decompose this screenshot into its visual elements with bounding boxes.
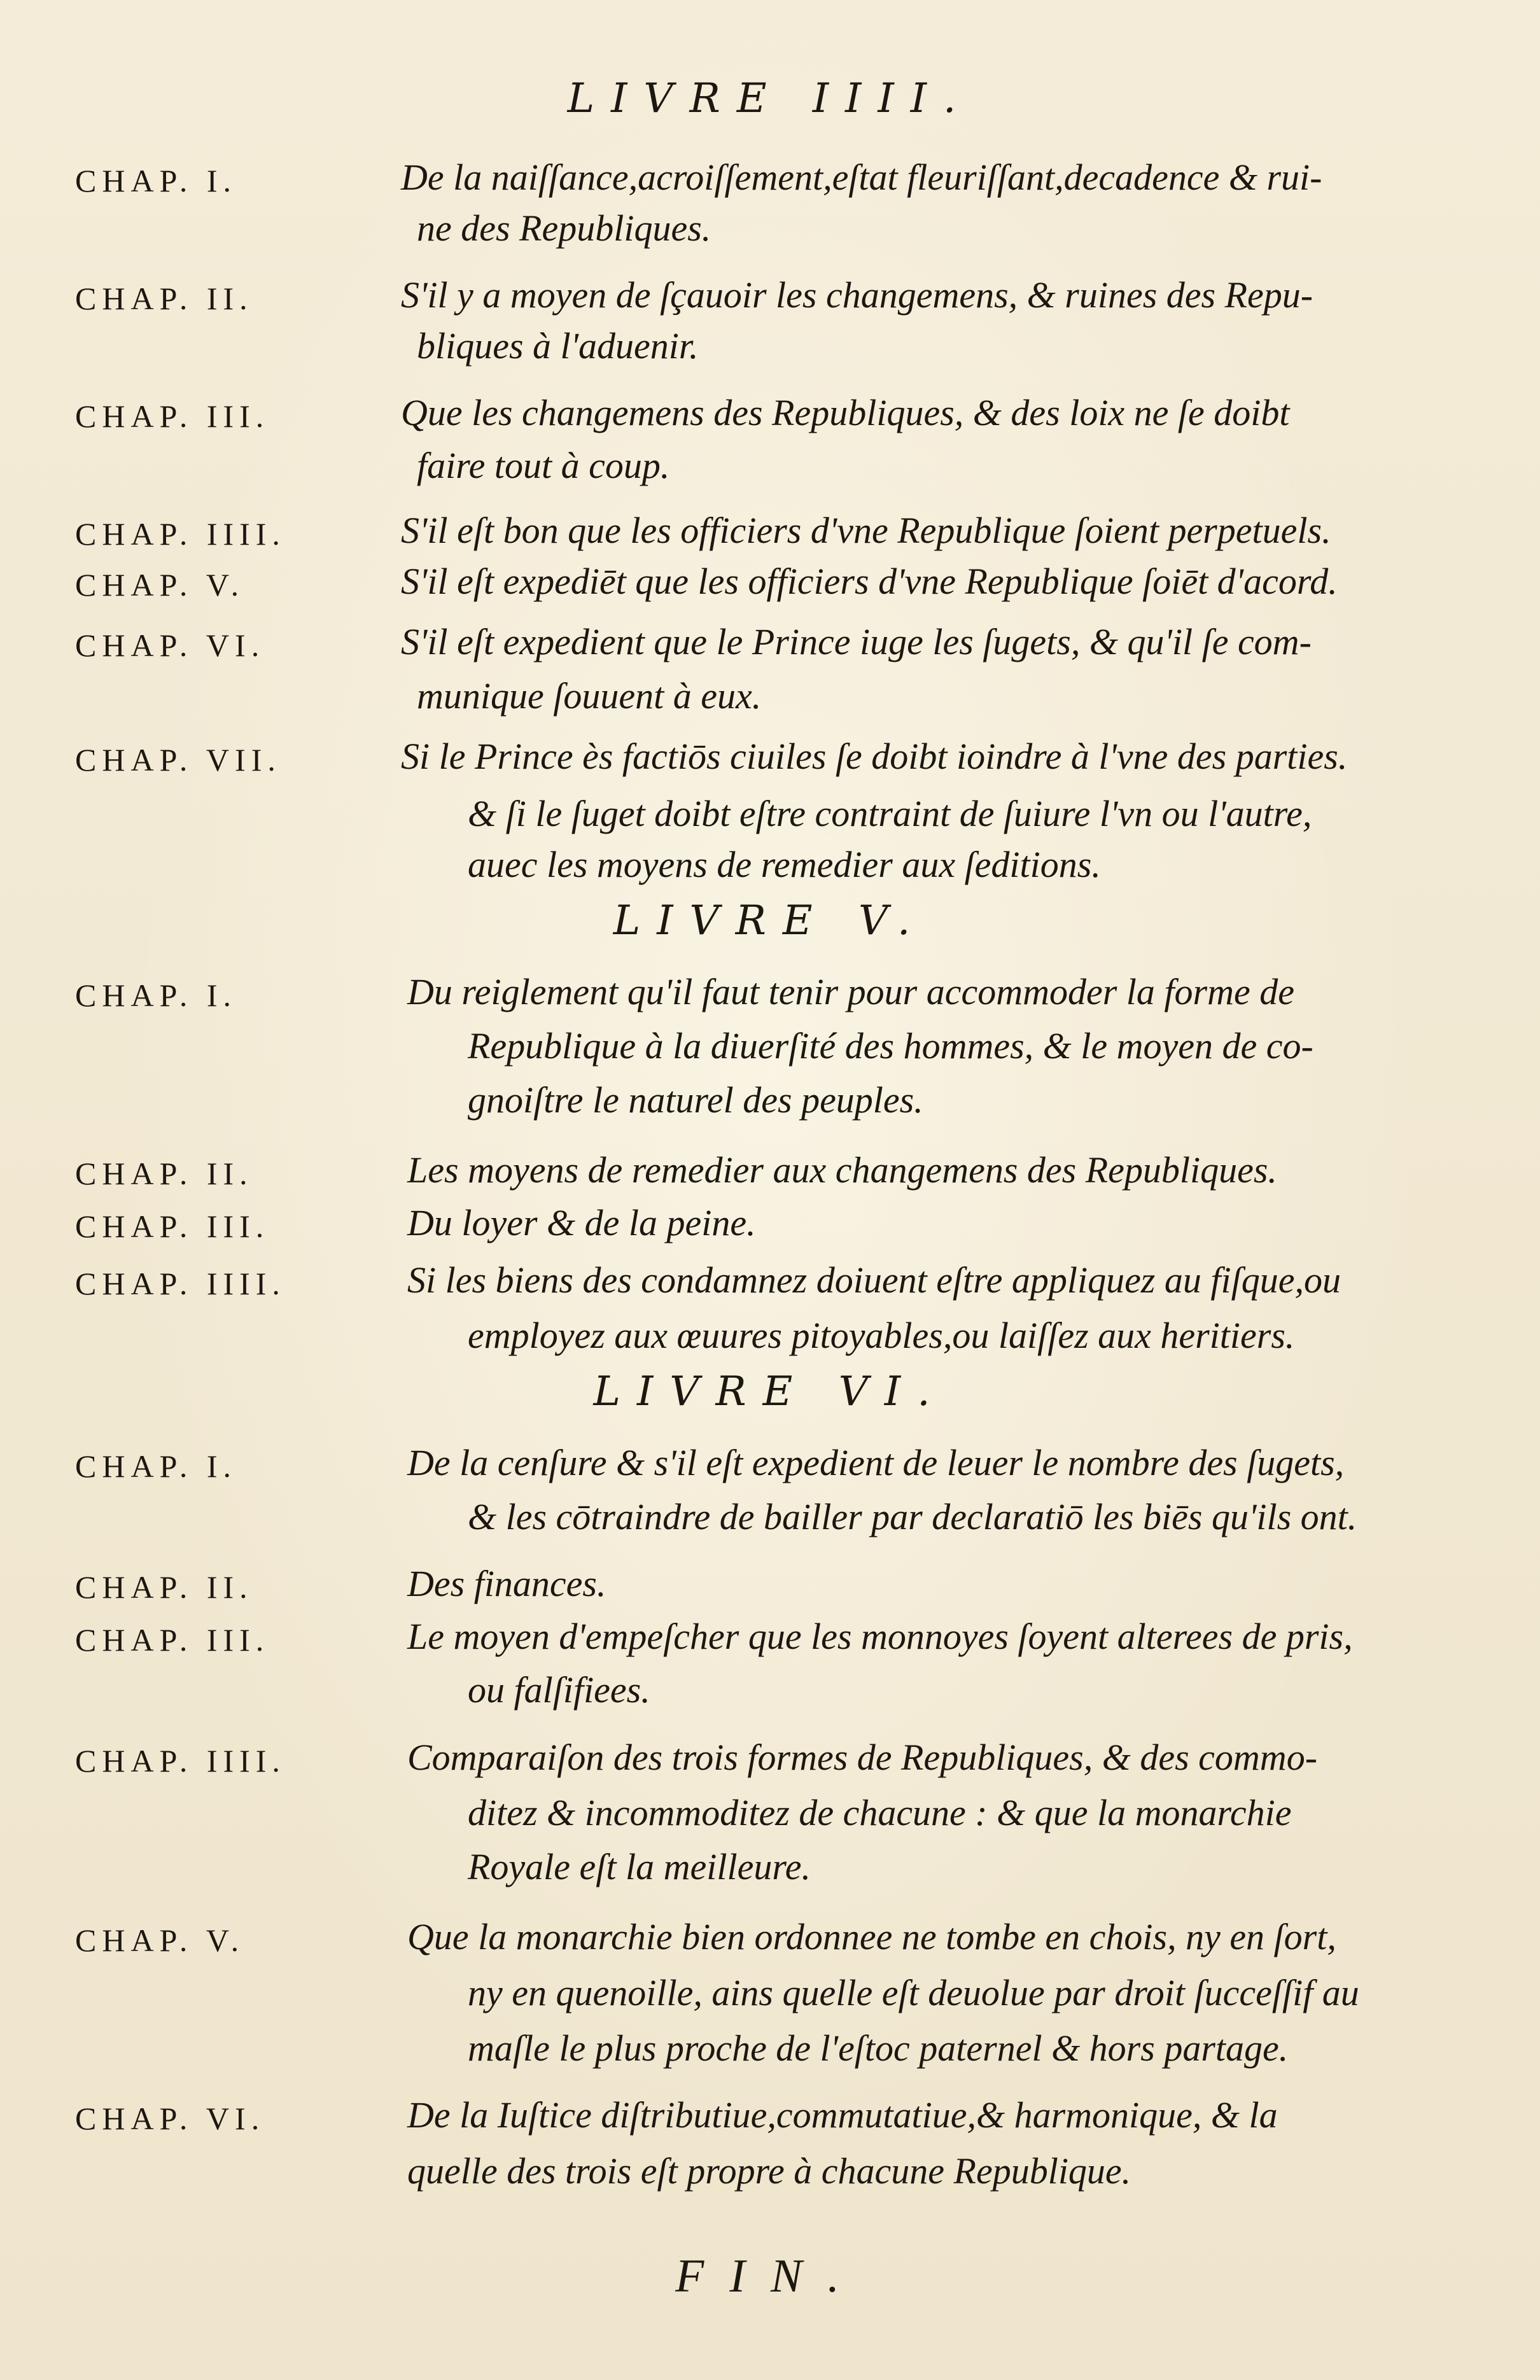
chapter-label: CHAP. VI. xyxy=(75,2101,265,2136)
livre-heading: LIVRE V. xyxy=(613,897,927,944)
chapter-title-line: S'il eſt expedient que le Prince iuge les ſugets, & qu'il ſe com- xyxy=(401,621,1312,662)
chapter-title-line: S'il eſt expediēt que les officiers d'vne Republique ſoiēt d'acord. xyxy=(401,561,1338,602)
chapter-title-line: Du reiglement qu'il faut tenir pour accommoder la forme de xyxy=(407,971,1294,1012)
chapter-label: CHAP. I. xyxy=(75,1448,237,1484)
chapter-title-line: & ſi le ſuget doibt eſtre contraint de ſuiure l'vn ou l'autre, xyxy=(468,793,1312,834)
chapter-title-line: Republique à la diuerſité des hommes, & le moyen de co- xyxy=(468,1025,1313,1067)
chapter-label: CHAP. II. xyxy=(75,1569,253,1605)
chapter-label: CHAP. III. xyxy=(75,1208,270,1244)
chapter-title-line: S'il eſt bon que les officiers d'vne Republique ſoient perpetuels. xyxy=(401,510,1331,551)
chapter-title-line: Si les biens des condamnez doiuent eſtre appliquez au fiſque,ou xyxy=(407,1259,1341,1301)
chapter-title-line: bliques à l'aduenir. xyxy=(417,325,699,367)
chapter-title-line: ny en quenoille, ains quelle eſt deuolue par droit ſucceſſif au xyxy=(468,1972,1359,2013)
chapter-label: CHAP. V. xyxy=(75,567,245,603)
chapter-label: CHAP. II. xyxy=(75,281,253,316)
chapter-label: CHAP. II. xyxy=(75,1156,253,1191)
chapter-title-line: Des finances. xyxy=(407,1563,606,1604)
chapter-title-line: De la cenſure & s'il eſt expedient de leuer le nombre des ſugets, xyxy=(407,1442,1345,1483)
chapter-label: CHAP. IIII. xyxy=(75,516,286,552)
chapter-title-line: auec les moyens de remedier aux ſeditions. xyxy=(468,844,1101,885)
chapter-label: CHAP. III. xyxy=(75,398,270,434)
chapter-title-line: employez aux œuures pitoyables,ou laiſſez aux heritiers. xyxy=(468,1315,1295,1356)
chapter-title-line: Royale eſt la meilleure. xyxy=(468,1846,811,1887)
chapter-title-line: Que la monarchie bien ordonnee ne tombe en chois, ny en ſort, xyxy=(407,1916,1336,1957)
chapter-title-line: ne des Republiques. xyxy=(417,207,711,249)
chapter-label: CHAP. IIII. xyxy=(75,1743,286,1779)
chapter-label: CHAP. I. xyxy=(75,977,237,1013)
chapter-title-line: Du loyer & de la peine. xyxy=(407,1202,756,1243)
chapter-title-line: Si le Prince ès factiōs ciuiles ſe doibt ioindre à l'vne des parties. xyxy=(401,736,1348,777)
chapter-label: CHAP. III. xyxy=(75,1622,270,1658)
chapter-title-line: Le moyen d'empeſcher que les monnoyes ſoyent alterees de pris, xyxy=(407,1616,1353,1657)
chapter-title-line: maſle le plus proche de l'eſtoc paternel & hors partage. xyxy=(468,2027,1289,2069)
chapter-label: CHAP. V. xyxy=(75,1922,245,1958)
chapter-label: CHAP. VI. xyxy=(75,627,265,663)
chapter-title-line: S'il y a moyen de ſçauoir les changemens, & ruines des Repu- xyxy=(401,274,1313,316)
chapter-title-line: ditez & incommoditez de chacune : & que la monarchie xyxy=(468,1792,1292,1833)
chapter-title-line: De la Iuſtice diſtributiue,commutatiue,& harmonique, & la xyxy=(407,2094,1278,2136)
chapter-title-line: munique ſouuent à eux. xyxy=(417,675,762,717)
chapter-title-line: & les cōtraindre de bailler par declaratiō les biēs qu'ils ont. xyxy=(468,1496,1357,1537)
livre-heading: LIVRE IIII. xyxy=(567,75,973,122)
chapter-title-line: faire tout à coup. xyxy=(417,445,670,486)
livre-heading: LIVRE VI. xyxy=(593,1368,947,1415)
chapter-label: CHAP. VII. xyxy=(75,742,281,778)
chapter-title-line: quelle des trois eſt propre à chacune Republique. xyxy=(407,2150,1131,2192)
chapter-label: CHAP. I. xyxy=(75,163,237,199)
chapter-title-line: Que les changemens des Republiques, & des loix ne ſe doibt xyxy=(401,392,1290,433)
fin-text: FIN. xyxy=(675,2250,865,2302)
chapter-title-line: Les moyens de remedier aux changemens des Republiques. xyxy=(407,1149,1277,1191)
chapter-title-line: Comparaiſon des trois formes de Republiques, & des commo- xyxy=(407,1737,1318,1778)
chapter-title-line: De la naiſſance,acroiſſement,eſtat fleuriſſant,decadence & rui- xyxy=(401,157,1322,198)
chapter-title-line: gnoiſtre le naturel des peuples. xyxy=(468,1079,923,1121)
chapter-title-line: ou falſifiees. xyxy=(468,1669,650,1711)
chapter-label: CHAP. IIII. xyxy=(75,1266,286,1301)
